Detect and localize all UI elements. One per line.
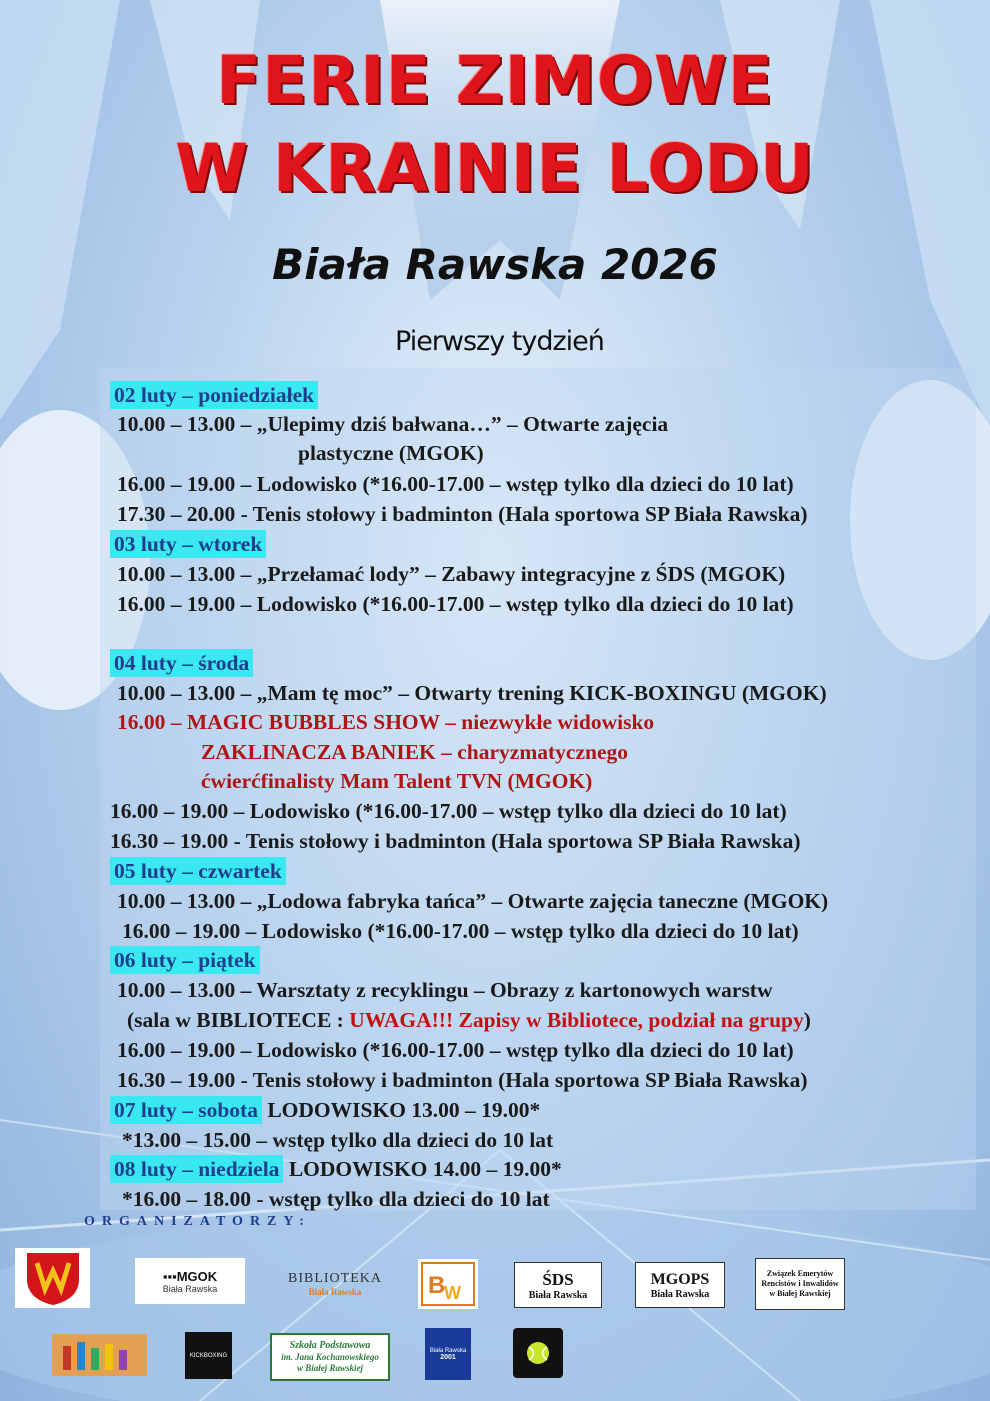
tennis-ball-icon (525, 1340, 551, 1366)
schedule-line: 16.00 – 19.00 – Lodowisko (*16.00-17.00 – wstęp tylko dla dzieci do 10 lat) (117, 1038, 794, 1062)
event-time: 16.00 – (117, 710, 187, 734)
sds-logo (514, 1262, 602, 1308)
schedule-line: *16.00 – 18.00 - wstęp tylko dla dzieci do 10 lat (122, 1187, 550, 1211)
school-line-1: Szkoła Podstawowa (289, 1340, 371, 1351)
day-header-saturday: 07 luty – sobota (110, 1096, 262, 1124)
sds-sub: Biała Rawska (528, 1289, 588, 1301)
schedule-line: 16.00 – 19.00 – Lodowisko (*16.00-17.00 – wstęp tylko dla dzieci do 10 lat) (122, 919, 799, 943)
kickboxing-logo (185, 1332, 232, 1379)
mgok-logo (135, 1258, 245, 1304)
mgok-sub: Biała Rawska (162, 1283, 218, 1294)
sport-club-logo (425, 1328, 471, 1380)
schedule-line: 10.00 – 13.00 – „Mam tę moc” – Otwarty trening KICK-BOXINGU (MGOK) (117, 681, 827, 705)
art-workshop-logo (52, 1334, 147, 1376)
mgops-name: MGOPS (650, 1270, 710, 1288)
biblioteka-sub: Biała Rawska (308, 1287, 362, 1297)
day-header-thursday: 05 luty – czwartek (110, 857, 286, 885)
partner-logo-bw (418, 1259, 478, 1309)
schedule-line: 10.00 – 13.00 – Warsztaty z recyklingu – Obrazy z kartonowych warstw (117, 978, 773, 1002)
school-logo (270, 1333, 390, 1381)
school-line-2: im. Jana Kochanowskiego (281, 1352, 379, 1362)
schedule-line: 16.30 – 19.00 - Tenis stołowy i badminton (Hala sportowa SP Biała Rawska) (110, 829, 801, 853)
day-header-wednesday: 04 luty – środa (110, 649, 253, 677)
subtitle: Biała Rawska 2026 (272, 240, 718, 289)
day-header-friday: 06 luty – piątek (110, 946, 260, 974)
bw-emblem-icon (420, 1261, 476, 1307)
registration-alert: UWAGA!!! Zapisy w Bibliotece, podział na grupy (349, 1008, 804, 1032)
schedule-line: 16.30 – 19.00 - Tenis stołowy i badminton (Hala sportowa SP Biała Rawska) (117, 1068, 808, 1092)
schedule-line-highlight (117, 708, 654, 736)
tennis-club-logo (513, 1328, 563, 1378)
saturday-line (110, 1096, 540, 1124)
schedule-line (127, 1006, 811, 1034)
schedule-line: plastyczne (MGOK) (298, 441, 484, 465)
day-header-tuesday: 03 luty – wtorek (110, 530, 266, 558)
week-label: Pierwszy tydzień (395, 326, 604, 357)
schedule-line: 16.00 – 19.00 – Lodowisko (*16.00-17.00 – wstęp tylko dla dzieci do 10 lat) (110, 799, 787, 823)
paren: ) (803, 1008, 811, 1032)
day-header-sunday: 08 luty – niedziela (110, 1155, 283, 1183)
title-line-2: W KRAINIE LODU (175, 130, 815, 207)
mgok-name: ▪▪▪MGOK (162, 1268, 218, 1284)
schedule-line: 10.00 – 13.00 – „Przełamać lody” – Zabawy integracyjne z ŚDS (MGOK) (117, 562, 786, 586)
event-title: MAGIC BUBBLES SHOW – niezwykłe widowisko (186, 710, 655, 734)
mgops-sub: Biała Rawska (650, 1288, 710, 1300)
coat-of-arms-icon (23, 1249, 83, 1307)
sport-club-year: 2001 (440, 1353, 456, 1361)
schedule-line-highlight: ćwierćfinalisty Mam Talent TVN (MGOK) (201, 769, 593, 793)
schedule-line: 10.00 – 13.00 – „Ulepimy dziś bałwana…” – Otwarte zajęcia (117, 412, 669, 436)
zeir-logo (755, 1258, 845, 1310)
sunday-rink: LODOWISKO 14.00 – 19.00* (283, 1157, 562, 1181)
zeir-text: Związek Emerytów Rencistów i Inwalidów w Białej Rawskiej (761, 1269, 839, 1298)
schedule-line: 16.00 – 19.00 – Lodowisko (*16.00-17.00 – wstęp tylko dla dzieci do 10 lat) (117, 592, 794, 616)
title-line-1: FERIE ZIMOWE (216, 42, 774, 119)
schedule-line: 16.00 – 19.00 – Lodowisko (*16.00-17.00 – wstęp tylko dla dzieci do 10 lat) (117, 472, 794, 496)
schedule-line-highlight: ZAKLINACZA BANIEK – charyzmatycznego (201, 740, 628, 764)
sds-name: ŚDS (542, 1269, 574, 1289)
schedule-line: 17.30 – 20.00 - Tenis stołowy i badminton (Hala sportowa SP Biała Rawska) (117, 502, 808, 526)
biblioteka-name: BIBLIOTEKA (288, 1271, 382, 1286)
schedule-line: *13.00 – 15.00 – wstęp tylko dla dzieci do 10 lat (122, 1128, 554, 1152)
biblioteka-logo (285, 1258, 385, 1310)
kickboxing-text: KICKBOXING (189, 1352, 228, 1359)
room-note: (sala w BIBLIOTECE : (127, 1008, 350, 1032)
day-header-monday: 02 luty – poniedziałek (110, 381, 318, 409)
mgops-logo (635, 1262, 725, 1308)
sunday-line (110, 1155, 562, 1183)
svg-text:B: B (428, 1272, 446, 1299)
pencils-icon (55, 1336, 145, 1374)
sport-club-name: Biała Rawska (429, 1347, 467, 1354)
svg-text:W: W (444, 1283, 461, 1303)
saturday-rink: LODOWISKO 13.00 – 19.00* (261, 1098, 541, 1122)
schedule-line: 10.00 – 13.00 – „Lodowa fabryka tańca” – Otwarte zajęcia taneczne (MGOK) (117, 889, 829, 913)
school-line-3: w Białej Rawskiej (296, 1363, 363, 1373)
organizers-label: ORGANIZATORZY: (84, 1214, 311, 1229)
coat-of-arms-logo (15, 1248, 90, 1308)
